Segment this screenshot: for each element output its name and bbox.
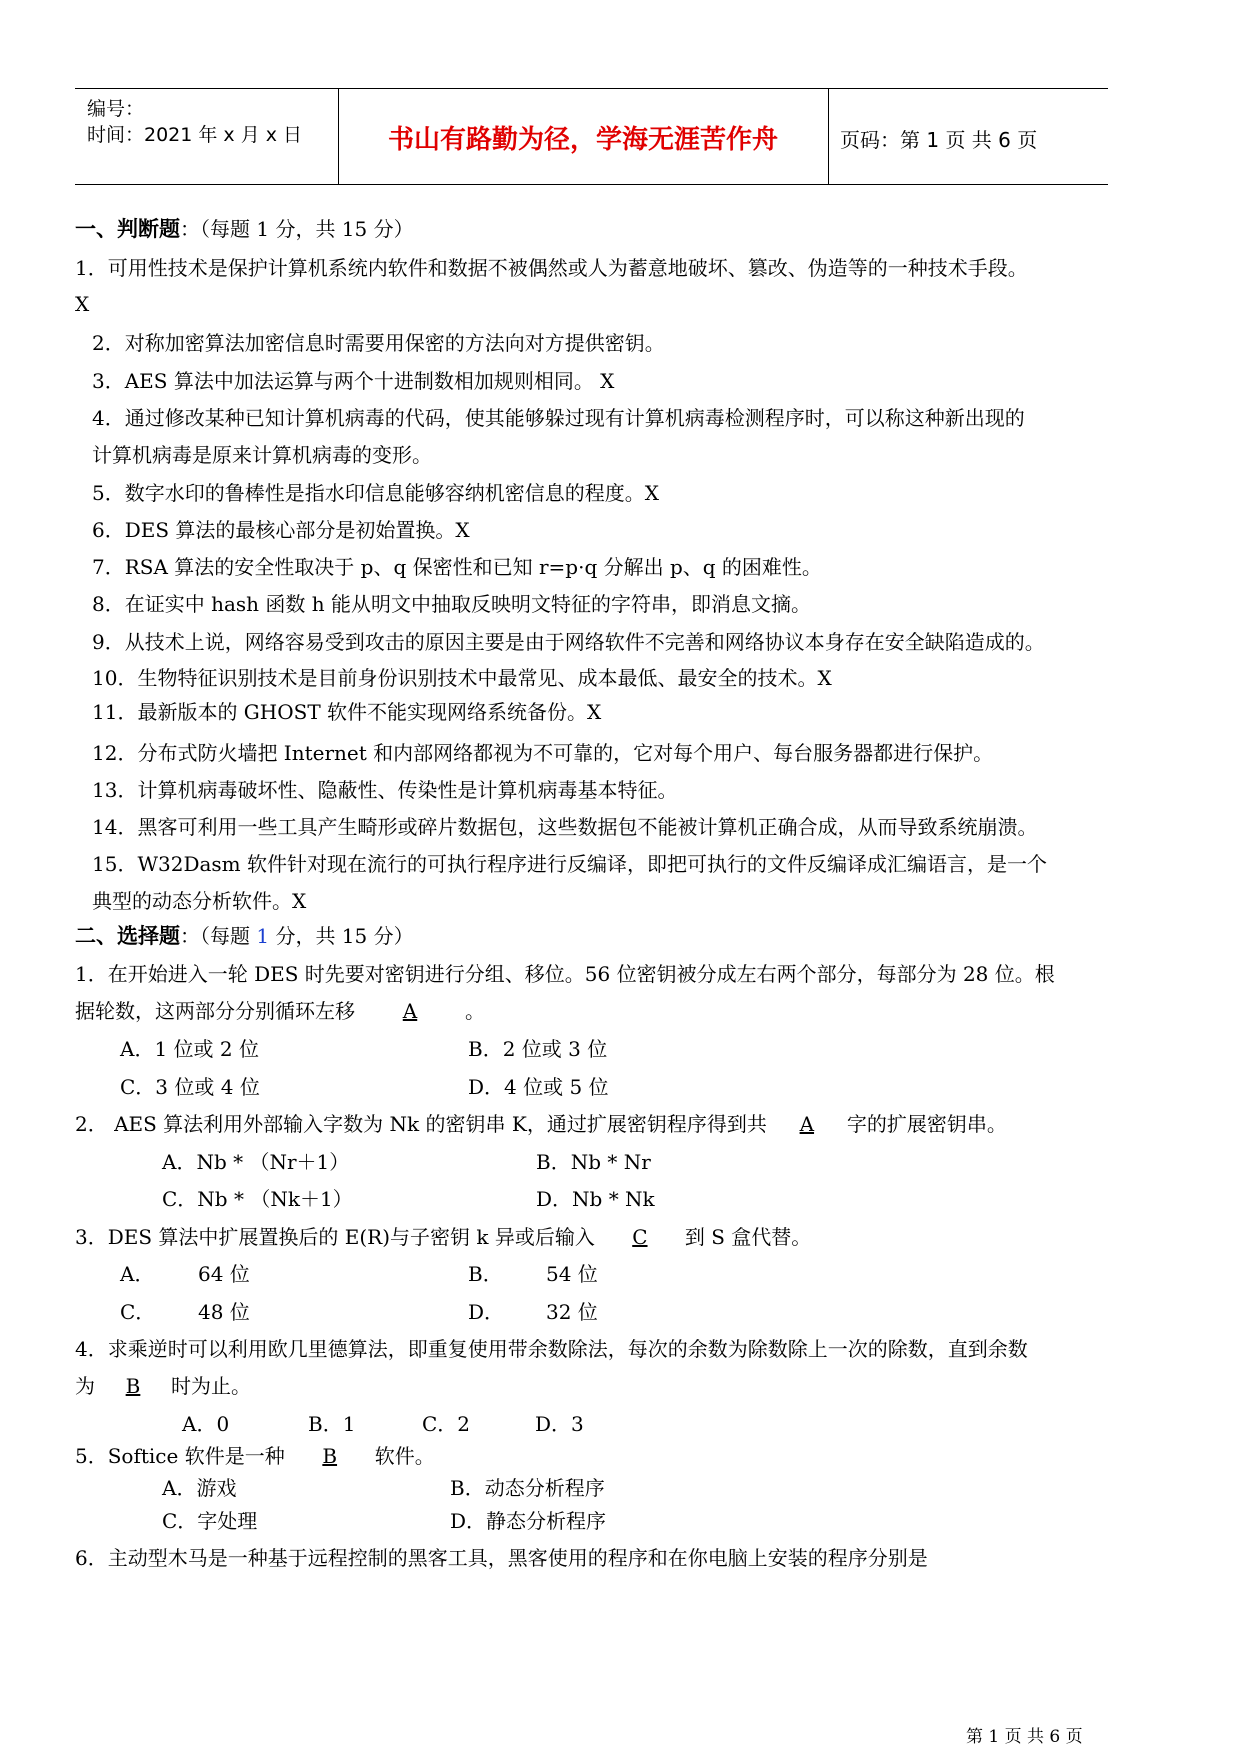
tf-question-line: 典型的动态分析软件。X (92, 889, 307, 913)
section-2-heading (75, 924, 414, 948)
mc-question-6-line-1: 6．主动型木马是一种基于远程控制的黑客工具，黑客使用的程序和在你电脑上安装的程序分别是 (75, 1546, 928, 1570)
option: A．游戏 (162, 1476, 237, 1500)
answer-blank: C (632, 1225, 648, 1249)
option: D．静态分析程序 (450, 1509, 607, 1533)
section-1-heading (75, 217, 414, 241)
answer-blank: B (125, 1374, 141, 1398)
mc-question-3-end: 到 S 盒代替。 (684, 1225, 812, 1249)
tf-question-line: 3．AES 算法中加法运算与两个十进制数相加规则相同。 X (92, 369, 615, 393)
option-letter: A． (120, 1262, 155, 1286)
section-2-title: 二、选择题 (75, 923, 180, 948)
answer-blank: B (322, 1444, 338, 1468)
header-page-number: 页码：第 1 页 共 6 页 (840, 128, 1038, 152)
mc-question-4-line-1: 4．求乘逆时可以利用欧几里德算法，即重复使用带余数除法，每次的余数为除数除上一次的除数，直到余数 (75, 1337, 1028, 1361)
tf-question-line: 4．通过修改某种已知计算机病毒的代码，使其能够躲过现有计算机病毒检测程序时，可以称这种新出现的 (92, 406, 1025, 430)
mc-question-2-line (75, 1112, 1007, 1136)
tf-question-line: 5．数字水印的鲁棒性是指水印信息能够容纳机密信息的程度。X (92, 481, 659, 505)
tf-question-line: 6．DES 算法的最核心部分是初始置换。X (92, 518, 470, 542)
tf-question-line: 1．可用性技术是保护计算机系统内软件和数据不被偶然或人为蓄意地破坏、篡改、伪造等的一种技术手段。 (75, 256, 1028, 280)
tf-question-line: 12．分布式防火墙把 Internet 和内部网络都视为不可靠的，它对每个用户、每台服务器都进行保护。 (92, 741, 994, 765)
answer-blank: A (402, 999, 418, 1023)
header-page-cell (828, 89, 1108, 184)
option: B．2 位或 3 位 (468, 1037, 608, 1061)
section-2-note-number: 1 (256, 924, 270, 948)
mc-question-4-end: 时为止。 (171, 1374, 251, 1398)
option: C．字处理 (162, 1509, 258, 1533)
tf-question-line: 7．RSA 算法的安全性取决于 p、q 保密性和已知 r=p·q 分解出 p、q 的困难性。 (92, 555, 822, 579)
section-1-note: ：（每题 1 分，共 15 分） (180, 217, 414, 241)
tf-question-line: 计算机病毒是原来计算机病毒的变形。 (92, 443, 432, 467)
option: D．4 位或 5 位 (468, 1075, 609, 1099)
mc-question-1-line-2 (75, 999, 485, 1023)
document-time-label: 时间：2021 年 x 月 x 日 (87, 124, 303, 146)
tf-question-line: 15．W32Dasm 软件针对现在流行的可执行程序进行反编译，即把可执行的文件反编译成汇编语言，是一个 (92, 852, 1047, 876)
tf-question-line: X (75, 292, 90, 316)
option-text: 48 位 (198, 1300, 250, 1324)
mc-question-1-stem: 据轮数，这两部分分别循环左移 (75, 999, 355, 1023)
option: C．2 (422, 1412, 471, 1436)
page-header (75, 88, 1108, 185)
tf-question-line: 10．生物特征识别技术是目前身份识别技术中最常见、成本最低、最安全的技术。X (92, 666, 832, 690)
header-info-cell (75, 89, 339, 184)
mc-question-1-line-1: 1．在开始进入一轮 DES 时先要对密钥进行分组、移位。56 位密钥被分成左右两个部分，每部分为 28 位。根 (75, 962, 1055, 986)
option: C．3 位或 4 位 (120, 1075, 260, 1099)
tf-question-line: 8．在证实中 hash 函数 h 能从明文中抽取反映明文特征的字符串，即消息文摘。 (92, 592, 811, 616)
tf-question-line: 2．对称加密算法加密信息时需要用保密的方法向对方提供密钥。 (92, 331, 665, 355)
mc-question-1-end: 。 (465, 999, 485, 1023)
option-letter: D． (468, 1300, 505, 1324)
mc-question-3-line (75, 1225, 811, 1249)
option-letter: B． (468, 1262, 503, 1286)
tf-question-line: 14．黑客可利用一些工具产生畸形或碎片数据包，这些数据包不能被计算机正确合成，从而导致系统崩溃。 (92, 815, 1038, 839)
mc-question-5-stem: 5．Softice 软件是一种 (75, 1444, 285, 1468)
option: B．Nb * Nr (536, 1150, 651, 1174)
option-text: 32 位 (546, 1300, 598, 1324)
option: B．动态分析程序 (450, 1476, 605, 1500)
option-text: 54 位 (546, 1262, 598, 1286)
option: D．3 (535, 1412, 584, 1436)
mc-question-2-end: 字的扩展密钥串。 (846, 1112, 1007, 1136)
motto-text: 书山有路勤为径，学海无涯苦作舟 (387, 125, 778, 155)
option: B．1 (308, 1412, 356, 1436)
page-footer: 第 1 页 共 6 页 (966, 1727, 1083, 1747)
mc-question-3-stem: 3．DES 算法中扩展置换后的 E(R)与子密钥 k 异或后输入 (75, 1225, 595, 1249)
section-2-note-a: ：（每题 (180, 924, 257, 948)
mc-question-4-line-2 (75, 1374, 251, 1398)
tf-question-line: 11．最新版本的 GHOST 软件不能实现网络系统备份。X (92, 700, 602, 724)
header-motto-cell (338, 89, 829, 184)
option: D．Nb * Nk (536, 1187, 655, 1211)
option: A．0 (182, 1412, 230, 1436)
option: C．Nb * （Nk＋1） (162, 1187, 353, 1211)
option-text: 64 位 (198, 1262, 250, 1286)
option: A．Nb * （Nr＋1） (162, 1150, 350, 1174)
section-1-title: 一、判断题 (75, 216, 180, 241)
tf-question-line: 13．计算机病毒破坏性、隐蔽性、传染性是计算机病毒基本特征。 (92, 778, 678, 802)
mc-question-2-stem: 2． AES 算法利用外部输入字数为 Nk 的密钥串 K，通过扩展密钥程序得到共 (75, 1112, 767, 1136)
answer-blank: A (799, 1112, 815, 1136)
option: A．1 位或 2 位 (120, 1037, 259, 1061)
document-number-label: 编号： (87, 98, 145, 120)
section-2-note-b: 分，共 15 分） (269, 924, 414, 948)
mc-question-5-end: 软件。 (374, 1444, 435, 1468)
mc-question-5-line (75, 1444, 435, 1468)
option-letter: C． (120, 1300, 156, 1324)
mc-question-4-stem: 为 (75, 1374, 95, 1398)
tf-question-line: 9．从技术上说，网络容易受到攻击的原因主要是由于网络软件不完善和网络协议本身存在安全缺陷造成的。 (92, 630, 1045, 654)
